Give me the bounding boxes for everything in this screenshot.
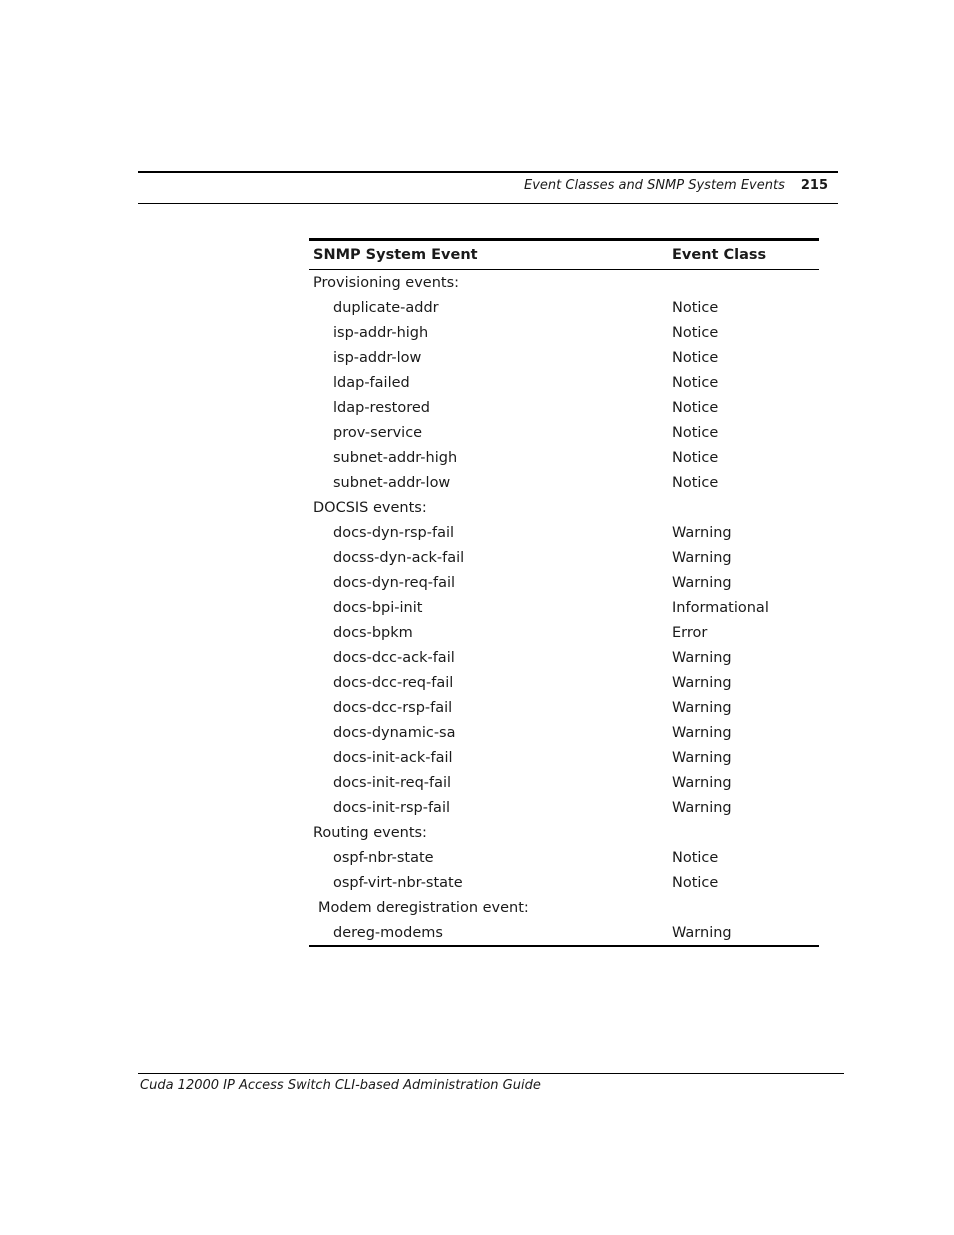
table-group-row xyxy=(309,495,819,520)
event-name-cell: docs-dynamic-sa xyxy=(333,724,456,741)
event-name-cell: subnet-addr-high xyxy=(333,449,458,466)
event-class-cell: Notice xyxy=(672,849,719,866)
event-class-cell: Notice xyxy=(672,424,719,441)
running-head-section-title: Event Classes and SNMP System Events xyxy=(524,178,785,193)
table-row xyxy=(309,370,819,395)
event-name-cell: Modem deregistration event: xyxy=(318,899,529,916)
event-class-cell xyxy=(668,895,819,920)
table-row xyxy=(309,595,819,620)
table-row xyxy=(309,695,819,720)
table-group-row xyxy=(309,270,819,296)
event-class-cell: Notice xyxy=(672,299,719,316)
event-class-cell: Warning xyxy=(672,574,732,591)
event-class-cell: Warning xyxy=(672,724,732,741)
event-name-cell: docs-bpkm xyxy=(333,624,413,641)
event-name-cell: ldap-restored xyxy=(333,399,430,416)
footer-rule xyxy=(138,1073,844,1074)
table-row xyxy=(309,645,819,670)
table-row xyxy=(309,795,819,820)
event-name-cell: Provisioning events: xyxy=(313,274,460,291)
event-name-cell: ospf-virt-nbr-state xyxy=(333,874,463,891)
snmp-event-table xyxy=(309,238,819,947)
header-rule-bottom xyxy=(138,203,838,204)
table-row xyxy=(309,320,819,345)
event-name-cell: docs-init-rsp-fail xyxy=(333,799,450,816)
event-class-cell: Notice xyxy=(672,474,719,491)
table-header-row xyxy=(309,240,819,270)
event-class-cell: Warning xyxy=(672,699,732,716)
event-class-cell: Warning xyxy=(672,774,732,791)
event-class-cell: Notice xyxy=(672,399,719,416)
event-class-cell: Warning xyxy=(672,649,732,666)
footer-book-title: Cuda 12000 IP Access Switch CLI-based Administration Guide xyxy=(140,1078,541,1093)
table-row xyxy=(309,570,819,595)
table-row xyxy=(309,720,819,745)
event-class-cell: Warning xyxy=(672,799,732,816)
event-class-cell xyxy=(668,820,819,845)
event-class-cell: Informational xyxy=(672,599,769,616)
event-name-cell: docs-init-req-fail xyxy=(333,774,452,791)
page-number: 215 xyxy=(800,178,828,193)
event-class-cell: Notice xyxy=(672,874,719,891)
event-name-cell: docss-dyn-ack-fail xyxy=(333,549,465,566)
table-row xyxy=(309,445,819,470)
event-name-cell: Routing events: xyxy=(313,824,427,841)
table-row xyxy=(309,670,819,695)
table-row xyxy=(309,545,819,570)
event-class-cell: Warning xyxy=(672,749,732,766)
event-name-cell: duplicate-addr xyxy=(333,299,439,316)
column-header-snmp-system-event: SNMP System Event xyxy=(309,240,668,270)
event-name-cell: docs-dcc-req-fail xyxy=(333,674,454,691)
event-name-cell: DOCSIS events: xyxy=(313,499,427,516)
event-class-cell: Notice xyxy=(672,374,719,391)
event-class-cell: Warning xyxy=(668,920,819,946)
running-head xyxy=(138,178,828,194)
header-rule-top xyxy=(138,171,838,173)
event-name-cell: prov-service xyxy=(333,424,423,441)
event-class-cell: Notice xyxy=(672,349,719,366)
table-row xyxy=(309,395,819,420)
table-group-row xyxy=(309,820,819,845)
event-name-cell: docs-dyn-req-fail xyxy=(333,574,456,591)
table-row xyxy=(309,845,819,870)
event-name-cell: docs-bpi-init xyxy=(333,599,423,616)
event-name-cell: docs-init-ack-fail xyxy=(333,749,453,766)
event-name-cell: dereg-modems xyxy=(309,920,668,946)
table-group-row xyxy=(309,895,819,920)
event-name-cell: docs-dyn-rsp-fail xyxy=(333,524,455,541)
table-body xyxy=(309,270,819,947)
event-name-cell: subnet-addr-low xyxy=(333,474,451,491)
event-name-cell: isp-addr-high xyxy=(333,324,429,341)
event-name-cell: docs-dcc-ack-fail xyxy=(333,649,455,666)
table-row xyxy=(309,770,819,795)
event-name-cell: docs-dcc-rsp-fail xyxy=(333,699,453,716)
column-header-event-class: Event Class xyxy=(668,240,819,270)
table-row xyxy=(309,745,819,770)
event-class-cell: Notice xyxy=(672,324,719,341)
table-row xyxy=(309,920,819,946)
event-class-cell: Warning xyxy=(672,524,732,541)
table-row xyxy=(309,870,819,895)
table-row xyxy=(309,420,819,445)
event-class-cell: Warning xyxy=(672,674,732,691)
event-name-cell: ospf-nbr-state xyxy=(333,849,434,866)
event-class-cell: Notice xyxy=(672,449,719,466)
table-row xyxy=(309,470,819,495)
event-class-cell: Error xyxy=(672,624,708,641)
table-row xyxy=(309,520,819,545)
event-class-cell xyxy=(668,495,819,520)
event-class-cell xyxy=(668,270,819,296)
event-class-cell: Warning xyxy=(672,549,732,566)
table-row xyxy=(309,295,819,320)
table-row xyxy=(309,620,819,645)
event-name-cell: ldap-failed xyxy=(333,374,410,391)
event-name-cell: isp-addr-low xyxy=(333,349,422,366)
table-row xyxy=(309,345,819,370)
